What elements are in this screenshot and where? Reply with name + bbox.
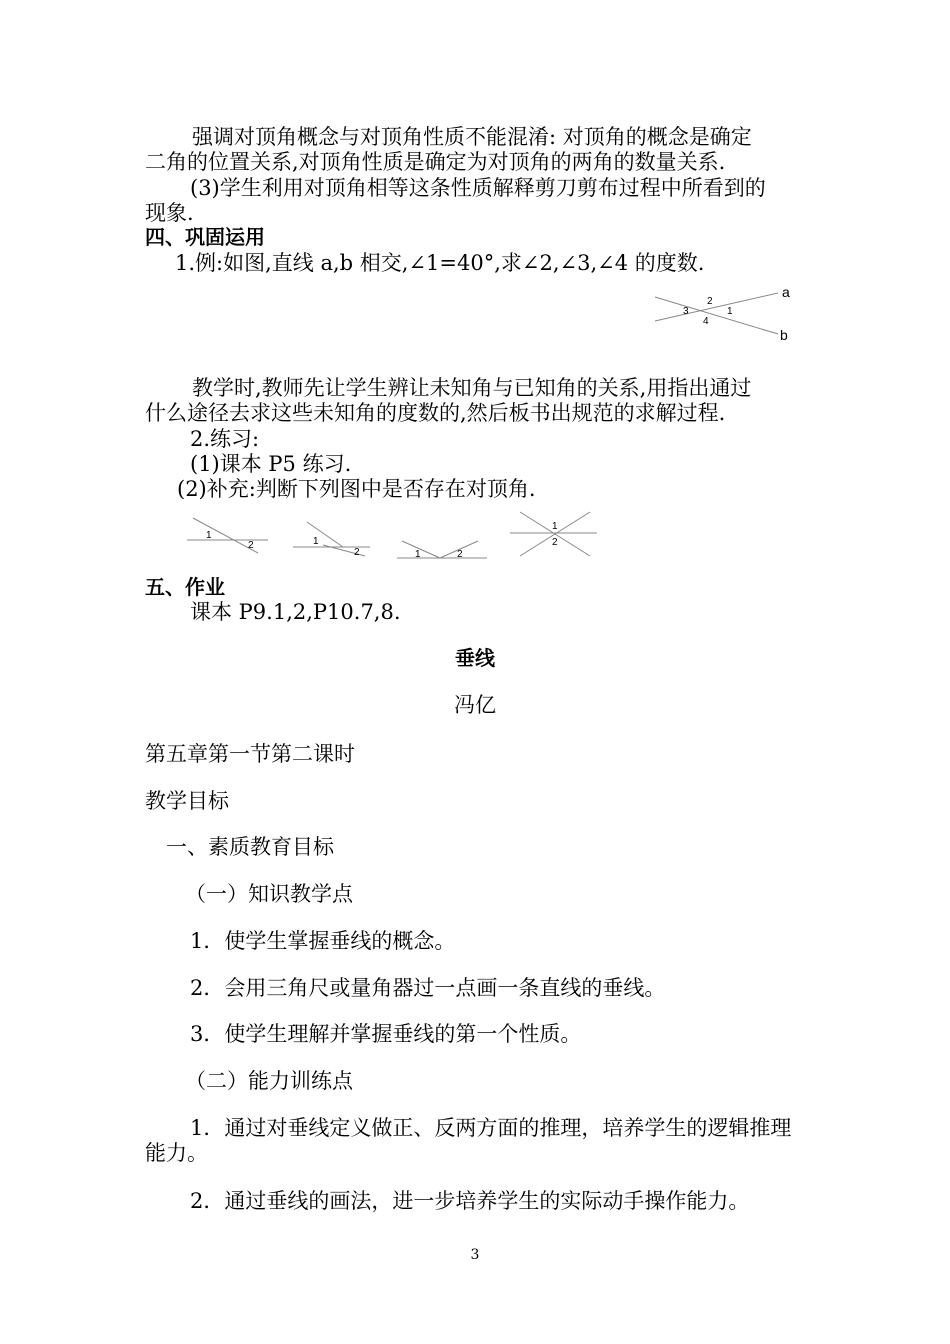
page-number: 3	[470, 1247, 480, 1263]
subsection-heading: 一、素质教育目标	[166, 835, 334, 859]
list-item: 2．会用三角尺或量角器过一点画一条直线的垂线。	[190, 976, 666, 1000]
subsection-heading: （二）能力训练点	[185, 1069, 353, 1093]
exercise-figure-4	[510, 512, 597, 556]
angle-label-2: 2	[707, 296, 713, 307]
angle-label-4: 4	[703, 316, 709, 327]
angle-label-1: 1	[727, 306, 733, 317]
line-a-label: a	[782, 284, 790, 300]
exercise-figure-2-label-2: 2	[354, 547, 360, 558]
subsection-heading: 教学目标	[145, 789, 229, 813]
list-item: 能力。	[145, 1141, 208, 1165]
paragraph-line: (3)学生利用对顶角相等这条性质解释剪刀剪布过程中所看到的	[190, 176, 766, 200]
exercise-figure-4-label-1: 1	[552, 521, 558, 532]
section-heading: 五、作业	[145, 575, 225, 599]
exercise-figure-1	[187, 518, 268, 553]
subsection-heading: （一）知识教学点	[185, 882, 353, 906]
angle-label-3: 3	[683, 306, 689, 317]
exercise-figure-3	[397, 541, 487, 560]
section-heading: 四、巩固运用	[145, 225, 265, 249]
paragraph-line: 1.例:如图,直线 a,b 相交,∠1=40°,求∠2,∠3,∠4 的度数.	[175, 251, 705, 275]
exercise-figure-1-label-2: 2	[248, 540, 254, 551]
line-b-label: b	[780, 327, 788, 343]
lesson-title: 垂线	[455, 646, 495, 670]
exercise-figure-2	[293, 522, 370, 558]
lesson-info: 第五章第一节第二课时	[145, 742, 355, 766]
exercise-figure-3-label-2: 2	[457, 549, 463, 560]
exercise-figure-2-label-1: 1	[313, 536, 319, 547]
paragraph-line: 二角的位置关系,对顶角性质是确定为对顶角的两角的数量关系.	[145, 150, 726, 174]
exercise-figure-3-label-1: 1	[415, 549, 421, 560]
paragraph-line: 2.练习:	[190, 427, 260, 451]
exercise-figure-1-label-1: 1	[206, 530, 212, 541]
paragraph-line: (1)课本 P5 练习.	[190, 452, 352, 476]
paragraph-line: 现象.	[145, 201, 194, 225]
paragraph-line: 什么途径去求这些未知角的度数的,然后板书出规范的求解过程.	[145, 401, 726, 425]
paragraph-line: (2)补充:判断下列图中是否存在对顶角.	[177, 477, 536, 501]
exercise-figure-4-label-2: 2	[552, 537, 558, 548]
paragraph-line: 强调对顶角概念与对顶角性质不能混淆: 对顶角的概念是确定	[192, 125, 752, 149]
list-item: 2．通过垂线的画法，进一步培养学生的实际动手操作能力。	[190, 1189, 750, 1213]
paragraph-line: 课本 P9.1,2,P10.7,8.	[190, 600, 401, 624]
list-item: 1．通过对垂线定义做正、反两方面的推理，培养学生的逻辑推理	[190, 1116, 792, 1140]
paragraph-line: 教学时,教师先让学生辨让未知角与已知角的关系,用指出通过	[192, 376, 752, 400]
list-item: 1．使学生掌握垂线的概念。	[190, 929, 456, 953]
list-item: 3．使学生理解并掌握垂线的第一个性质。	[190, 1022, 582, 1046]
author-name: 冯亿	[454, 693, 496, 717]
